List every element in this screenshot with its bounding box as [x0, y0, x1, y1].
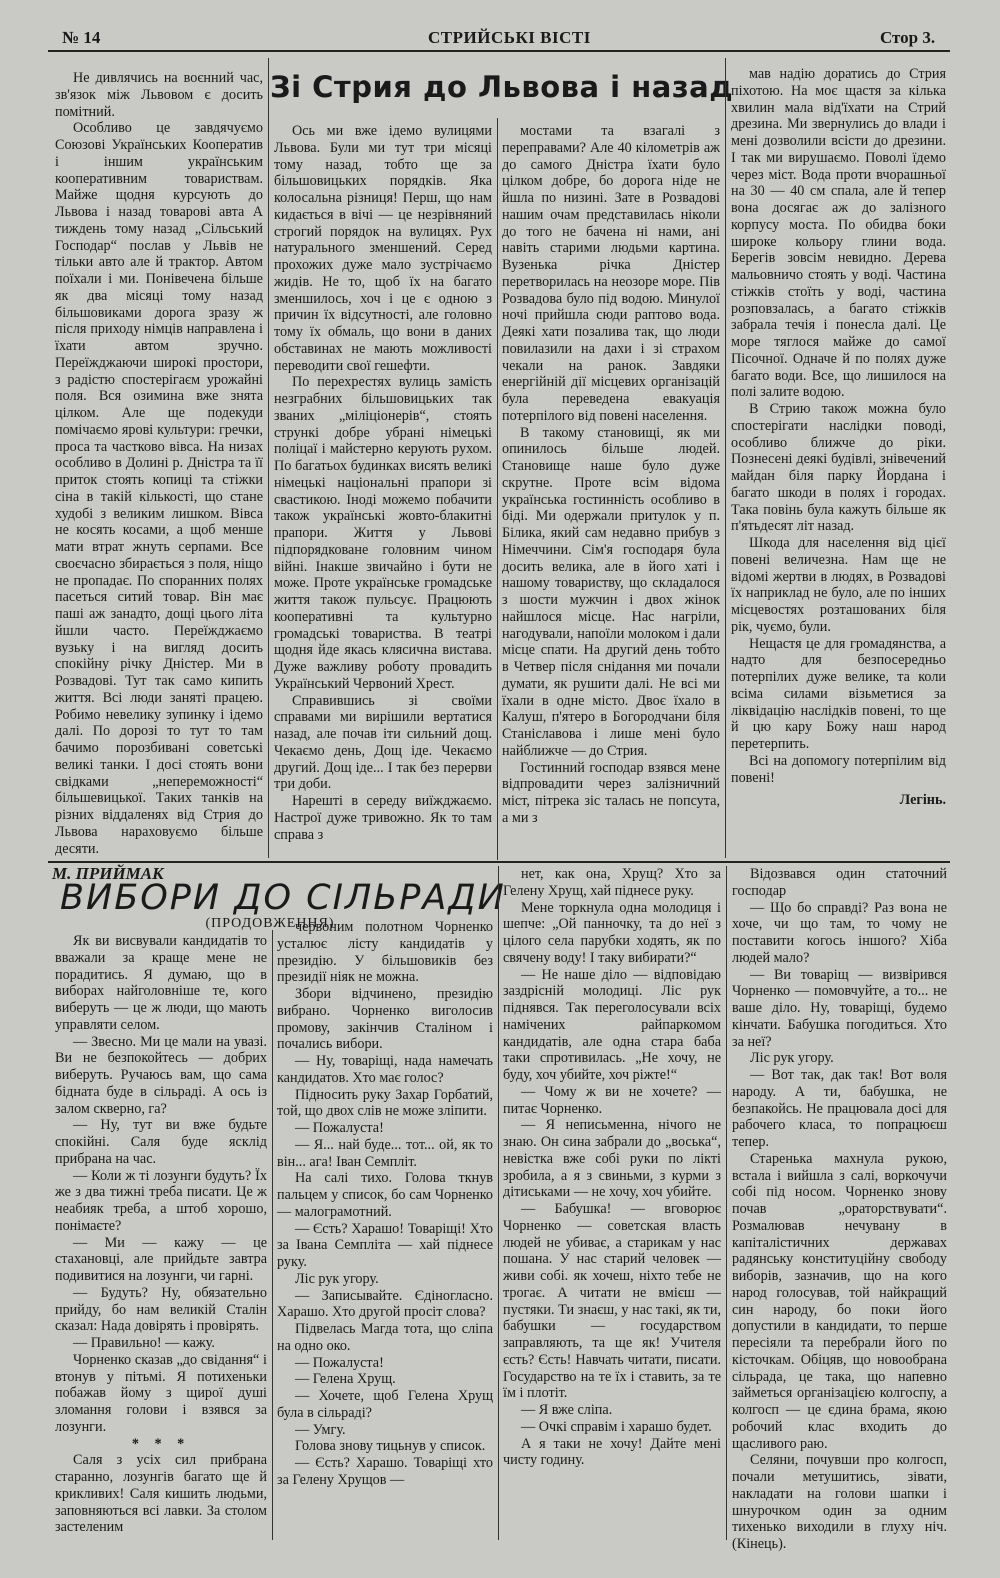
paragraph: Гостинний господар взявся мене відпровадити через залізничний міст, пітрека зіс талась не попсута, а ми з: [502, 759, 720, 826]
article2-column-1: [55, 933, 267, 1538]
paragraph: По перехрестях вулиць замість незграбних більшовицьких так званих „міліціонерів“, стоять стрункі добре убрані німецькі поліцаї і майстерно керують рухом. По багатьох будинках висять великі німецькі національні прапори зі свастикою. Іноді можемо побачити також українські жовто-блакитні прапори. Життя у Львові підпорядковане головним чином війні. Інакше звичайно і бути не може. Проте українське громадське життя також пульсує. Працюють кооперативні та культурно громадські товариства. В театрі щодня йде якась клясична вистава. Дуже важливу роботу провадить Український Червоний Хрест.: [274, 374, 492, 692]
paragraph: Не дивлячись на воєнний час, зв'язок між Львовом є досить помітний.: [55, 70, 263, 120]
paragraph: Ліс рук угору.: [750, 1050, 834, 1067]
paragraph: Ось ми вже ідемо вулицями Львова. Були ми тут три місяці тому назад, тобто ще за більшовицьких порядків. Яка колосальна різниця! Перш, що нам кидається в вічі — це незрівняний строгий порядок на вулицях. Рух натурального зменшений. Серед прохожих дуже мало зустрічаємо жидів. Не то, щоб їх на багато зменшилось, хоч і це є одною з причин їх відсутності, але головно тому їх обмаль, що вони в даних обставинах не мають можливості переводити свої гешефти.: [274, 123, 492, 374]
paragraph: Нещастя це для громадянства, а надто для безпосередньо потерпілих дуже велике, та коли всіма силами візьметися за ліквідацію наслідків повені, то ще й цю кару Божу наш народ перетерпить.: [731, 635, 946, 752]
article2-column-3: [503, 866, 721, 1538]
article1-col3-text: [502, 123, 720, 827]
article1-column-2: [274, 123, 492, 860]
paragraph: — Ви товаріщ — визвірився Чорненко — помовчуйте, а то... не ваше діло. Ну, товаріщі, будемо кінчати. Бабушка погодиться. Хто за неї?: [732, 966, 947, 1050]
paragraph: * * *: [131, 1435, 191, 1452]
paragraph: — Коли ж ті лозунги будуть? Їх же з два тижні треба писати. Це ж неабияк треба, а штоб хорошо, понімаєте?: [55, 1167, 267, 1234]
paragraph: — Єсть? Харашо! Товаріщі! Хто за Івана Семпліта — хай піднесе руку.: [277, 1220, 493, 1270]
paragraph: Всі на допомогу потерпілим від повені!: [731, 752, 946, 786]
paragraph: мав надію доратись до Стрия піхотою. На моє щастя за кілька хвилин мала від'їхати на Стрий дрезина. Ми звернулись до влади і мені дозволили всісти до дрезини. І так ми вирушаємо. Поволі їдемо через міст. Вода проти вчорашньої на 30 — 40 см спала, але й тепер вона досягає аж до залізного корпусу моста. По обидва боки широке кольору глини вода. Берегів зовсім невидно. Дерева мальовничо стоять у воді. Частина стіжків стоїть у воді, частина розповзалась, а багато стіжків забрала течія і понесла далі. Це море тяглося майже до самої Пісочної. Одначе й по полях дуже багато води. Все, що лишилося на полі залите водою.: [731, 66, 946, 401]
header-rule: [48, 50, 950, 52]
paragraph: Збори відчинено, президію вибрано. Чорненко виголосив промову, закінчив Сталіном і почались вибори.: [277, 986, 493, 1053]
column-divider: [726, 866, 727, 1540]
paragraph: Селяни, почувши про колгосп, почали метушитись, зівати, накладати на голови шапки і шнурочком один за одним тихенько виходили в глуху ніч. (Кінець).: [732, 1452, 947, 1552]
paragraph: Нарешті в середу виїжджаємо. Настрої дуже тривожно. Як то там справа з: [274, 793, 492, 843]
paragraph: мостами та взагалі з переправами? Але 40 кілометрів аж до самого Дністра їхати було цілком добре, бо дорога ніде не йшла по низині. Зате в Розвадові нашим очам представилась ніколи до того не бачена ні нами, ані навіть старими людьми картина. Вузенька річка Дністер перетворилась на неозоре море. Пів Розвадова було під водою. Минулої ночі прийшла сюди раптово вода. Деякі хати позалива так, що люди повилазили на дахи і зі страхом чекали на ранок. Завдяки енергійній дії місцевих організацій була переведена евакуація потерпілого від повені населення.: [502, 123, 720, 424]
article2-col4-text: [732, 866, 947, 1553]
article2-author: М. ПРИЙМАК: [52, 864, 164, 883]
paragraph: Відозвався один статочний господар: [732, 866, 947, 899]
article2-subtitle: (ПРОДОВЖЕННЯ): [205, 916, 335, 931]
article1-column-1: [55, 70, 263, 860]
column-divider: [725, 58, 726, 858]
section-rule: [48, 861, 950, 863]
paragraph: червоним полотном Чорненко усталює лісту кандидатів у президію. У більшовиків без президії ніяк не можна.: [277, 919, 493, 986]
column-divider: [268, 58, 269, 858]
paragraph: — Хочете, щоб Гелена Хрущ була в сільраді?: [277, 1388, 493, 1421]
article2-title: ВИБОРИ ДО СІЛЬРАДИ: [60, 878, 506, 918]
paragraph: Ліс рук угору.: [295, 1270, 379, 1287]
column-divider: [498, 866, 499, 1540]
newspaper-name: СТРИЙСЬКІ ВІСТІ: [428, 28, 591, 47]
article1-col1-text: [55, 70, 263, 857]
paragraph: Шкода для населення від цієї повені величезна. Нам ще не відомі жертви в людях, в Розвадові їх наприклад не було, але по інших місцевостях розташованих біля рік, чуємо, були.: [731, 535, 946, 635]
article1-col4-text: [731, 66, 946, 786]
article2-column-4: [732, 866, 947, 1552]
paragraph: — Умгу.: [295, 1421, 346, 1438]
paragraph: На салі тихо. Голова ткнув пальцем у список, бо сам Чорненко — малограмотний.: [277, 1170, 493, 1220]
paragraph: — Пожалуста!: [295, 1120, 384, 1136]
paragraph: Підвелась Магда тота, що сліпа на одно око.: [277, 1321, 493, 1354]
paragraph: — Гелена Хрущ.: [295, 1371, 396, 1388]
paragraph: — Чому ж ви не хочете? — питає Чорненко.: [503, 1083, 721, 1117]
paragraph: — Звесно. Ми це мали на увазі. Ви не безпокойтесь — добрих виберуть. Ручаюсь вам, що сама бідната буде в сільраді. А ось із залом скверно, га?: [55, 1033, 267, 1117]
paragraph: В такому становищі, як ми опинилось більше людей. Становище наше було дуже скрутне. Проте всім відома українська гостинність особливо в біді. Ми одержали притулок у п. Білика, який сам недавно прибув з Німеччини. Сім'я господаря була досить велика, але в його хаті і нашому товариству, що складалося з шости мужчин і двох жінок найшлося місце. Нас нагріли, нагодували, напоїли молоком і дали місце спати. На другий день тобто в Четвер після снідання ми почали думати, як рушити далі. Не всі ми їхали в одне місто. Двоє їхало в Калуш, п'ятеро в Богородчани біля Станіславова і лише мені було найближче — до Стрия.: [502, 424, 720, 759]
paragraph: — Пожалуста!: [295, 1354, 384, 1371]
article2-column-2: [277, 919, 493, 1538]
article2-col2-text: [277, 919, 493, 1489]
paragraph: нет, как она, Хрущ? Хто за Гелену Хрущ, хай піднесе руку.: [503, 866, 721, 899]
paragraph: Особливо це завдячуємо Союзові Українських Кооператив і іншим українським кооперативним товариствам. Майже щодня курсують до Львова і назад товарові авта А тиждень тому назад „Сільський Господар“ послав у Львів не тільки авто але й трактор. Автом поїхали і ми. Понівечена більше як два місяці тому назад більшовиками дорога зразу ж після приходу німців направлена і їхати автом зручно. Переїжджаючи широкі простори, з радістю спостерігаєм урожайні поля. Вся озимина вже знята цілком. Але ще подекуди помічаємо ярові культури: гречки, проса та частково вівса. На низах особливо в Долині р. Дністра та її приток стоять копиці та стіжки сіна в такій кількості, що стане худобі з великим лишком. Вівса не косять косами, а щоб менше мати втрат жнуть серпами. Все своєчасно збирається з поля, ніщо не пропадає. По споранних полях пасеться ситий товар. Він має паші аж занадто, дощі цього літа йшли часто. Переїжджаємо вузьку і на вигляд досить спокійну річку Дністер. Ми в Розвадові. Тут так само кипить життя. Всі люди занятi працею. Робимо невелику зупинку і ідемо далі. По дорозі то тут то там бачимо порозбивані советські великі танки. І досі стоять вони свідками „непереможності“ більшевицької. Таких танків на різних віддаленях від Стрия до Львова нараховуємо більше десяти.: [55, 120, 263, 857]
paragraph: Старенька махнула рукою, встала і вийшла з салі, воркочучи собі під носом. Чорненко знову почав „ораторствувати“. Розмалював нечувану в капіталістичних державах радянську конституційну свободу виборів, зазначив, що на кого народ голосував, той найкращий син народу, бо поки його допустили в кандидати, то перше пересіяли та перебрали його по кісточкам. Обіцяв, що новообрана сільрада, це така, що напевно займеться організацією колгоспу, а колгосп — це єдина брама, якою робочий клас входить до щасливого раю.: [732, 1150, 947, 1452]
column-divider: [272, 930, 273, 1540]
paragraph: Мене торкнула одна молодиця і шепче: „Ой панночку, та до неї з цілого села парубки ходять, як по свячену воду! І таку вибирати?“: [503, 899, 721, 966]
paragraph: Справившись зі своїми справами ми вирішили вертатися назад, але почав іти сильний дощ. Чекаємо день, Дощ іде. Чекаємо другий. Дощ іде... І так без перерви три доби.: [274, 692, 492, 793]
paragraph: — Я... най буде... тот... ой, як то він... ага! Іван Семпліт.: [277, 1136, 493, 1170]
paragraph: — Я вже сліпа.: [521, 1402, 613, 1418]
paragraph: — Єсть? Харашо. Товаріщі хто за Гелену Хрущов —: [277, 1455, 493, 1488]
article1-col2-text: [274, 123, 492, 843]
paragraph: — Ми — кажу — це стахановці, але прийдьте завтра подивитися на лозунги, чи гарні.: [55, 1234, 267, 1284]
article1-column-3: [502, 123, 720, 860]
paragraph: — Очкі справім і харашо будет.: [521, 1418, 712, 1435]
paragraph: — Правильно! — кажу.: [73, 1335, 215, 1351]
article2-col3-text: [503, 866, 721, 1469]
paragraph: Підносить руку Захар Горбатий, той, що двох слів не може зліпити.: [277, 1086, 493, 1120]
paragraph: — Не наше діло — відповідаю заздрісній молодиці. Ліс рук піднявся. Так переголосували всіх намічених райпаркомом кандидатів, але одна стара баба таки спротивилась. „Не хочу, не буду, хоч убийте, хоч ріжте!“: [503, 966, 721, 1083]
paragraph: — Будуть? Ну, обязательно прийду, бо нам великій Сталін сказал: Нада довірять і провірять.: [55, 1284, 267, 1335]
article2-col1-text: [55, 933, 267, 1536]
article1-title: Зі Стрия до Львова і назад: [270, 70, 734, 104]
issue-number: № 14: [62, 28, 101, 47]
paragraph: — Що бо справді? Раз вона не хоче, чи що там, то чому не поставити когось іншого? Хіба людей мало?: [732, 899, 947, 966]
column-divider: [497, 118, 498, 860]
article1-column-4: [731, 66, 946, 856]
paragraph: — Записывайте. Єдіногласно. Харашо. Хто другой просіт слова?: [277, 1287, 493, 1321]
paragraph: Як ви висвували кандидатів то вважали за краще мене не порадитись. Я думаю, що в виборах найголовніше те, кого виберуть — це ж люди, що мають управляти селом.: [55, 933, 267, 1033]
paragraph: — Я неписьменна, нічого не знаю. Он сина забрали до „воська“, невістка вже собі руки по лікті зробила, а я з свиньми, з курми з дітиськами — не хочу, хоч убийте.: [503, 1117, 721, 1201]
paragraph: В Стрию також можна було спостерігати наслідки поводі, особливо ближче до ріки. Познесені деякі будівлі, знівечений майдан біля парку Йордана і багато шкоди в полях і городах. Така повінь була кажуть більше як п'ятьдесят літ назад.: [731, 401, 946, 535]
page-number: Стор 3.: [880, 28, 936, 47]
paragraph: — Ну, товаріщі, нада намечать кандидатов. Хто має голос?: [277, 1053, 493, 1086]
article1-signature: Легінь.: [899, 792, 946, 809]
paragraph: Саля з усіх сил прибрана старанно, лозунгів багато ще й крикливих! Саля кишить людьми, заповняються всі лавки. За столом застеленим: [55, 1452, 267, 1536]
paragraph: Чорненко сказав „до свідання“ і втонув у пітьмі. Я потихеньки побажав йому з щирої душі зломання голови і взявся за лозунги.: [55, 1351, 267, 1435]
paragraph: — Ну, тут ви вже будьте спокійні. Саля буде ясклід прибрана на час.: [55, 1117, 267, 1167]
paragraph: — Вот так, дак так! Вот воля народу. А ти, бабушка, не безпакойсь. Не працювала досі для рабочего класа, то попрацюєш тепер.: [732, 1067, 947, 1150]
paragraph: Голова знову тицьнув у список.: [295, 1438, 486, 1455]
paragraph: А я таки не хочу! Дайте мені чисту годину.: [503, 1435, 721, 1469]
paragraph: — Бабушка! — вговорює Чорненко — советская власть людей не убиває, а старикам у нас пошана. У нас старий человек — живи собі. як хочеш, ніхто тебе не трогає. А читати не вмієш — пустяки. Ти знаєш, у нас такі, як ти, бабушки — государством заправляють, та ще як! Учителя єсть? Єсть! Навчать читати, писати. Государство на те їх і ставить, за те їм і плотіт.: [503, 1201, 721, 1402]
